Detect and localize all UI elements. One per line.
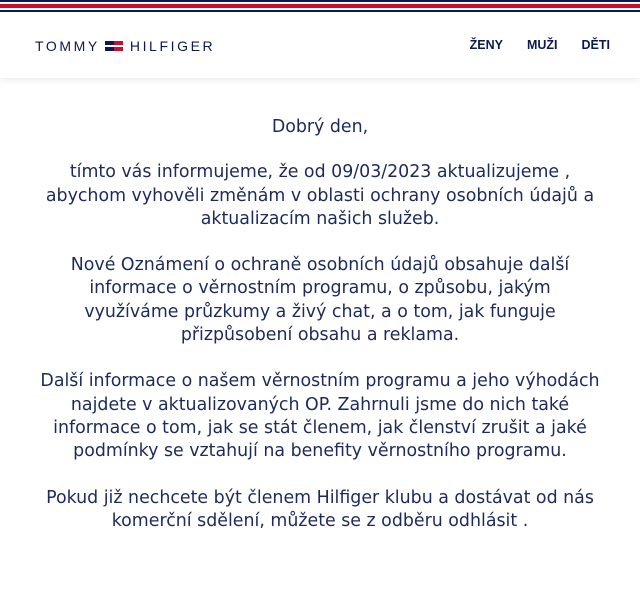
paragraph-privacy-notice: Nové Oznámení o ochraně osobních údajů obsahuje další informace o věrnostním programu, o způsobu, jakým využíváme průzkumy a živý chat, a o tom, jak funguje přizpůsobení obsahu a reklama.: [70, 255, 570, 346]
privacy-notice-message: [40, 116, 600, 556]
logo-word-right: HILFIGER: [129, 38, 216, 54]
greeting-text: Dobrý den,: [271, 117, 369, 137]
brand-stripe-bar: [0, 0, 640, 14]
paragraph-unsubscribe: Pokud již nechcete být členem Hilfiger klubu a dostávat od nás komerční sdělení, můžete se z odběru odhlásit .: [46, 487, 594, 531]
tommy-hilfiger-logo[interactable]: [35, 37, 215, 55]
paragraph-update-info: tímto vás informujeme, že od 09/03/2023 aktualizujeme , abychom vyhověli změnám v oblasti ochrany osobních údajů a aktualizacím našich služeb.: [45, 162, 595, 229]
flag-icon: [104, 40, 124, 52]
paragraph-loyalty-program: Další informace o našem věrnostním programu a jeho výhodách najdete v aktualizovaných OP. Zahrnuli jsme do nich také informace o tom, jak se stát členem, jak členství zrušit a jaké podmínky se vztahují na benefity věrnostního programu.: [40, 371, 600, 462]
nav-item-muzi[interactable]: MUŽI: [526, 38, 558, 52]
logo-word-left: TOMMY: [35, 38, 100, 54]
nav-item-zeny[interactable]: ŽENY: [469, 38, 503, 52]
main-navigation: [470, 38, 610, 52]
site-header: [0, 14, 640, 78]
stripe-navy-bottom: [0, 10, 640, 12]
nav-item-deti[interactable]: DĚTI: [581, 38, 610, 52]
